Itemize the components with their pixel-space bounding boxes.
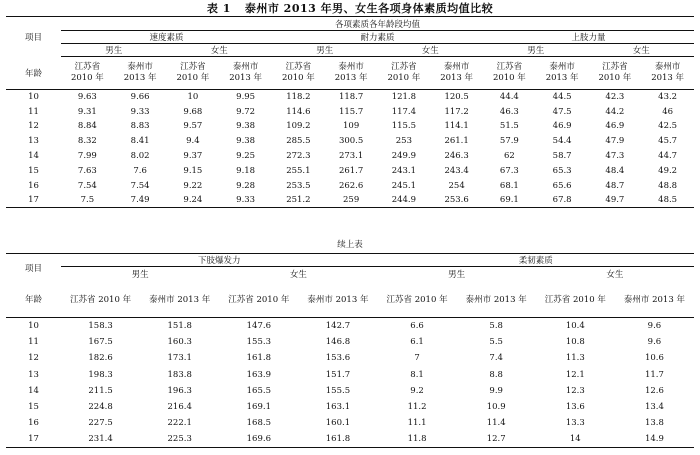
source-year: 2010 年 bbox=[70, 73, 104, 83]
header-row-source bbox=[6, 57, 694, 90]
value-cell: 244.9 bbox=[378, 193, 431, 208]
value-cell: 45.7 bbox=[658, 136, 678, 147]
value-cell: 9.22 bbox=[183, 180, 203, 191]
value-cell: 46.9 bbox=[552, 121, 572, 132]
sex-header: 男生 bbox=[448, 270, 466, 281]
value-cell: 9.63 bbox=[77, 92, 97, 103]
age-cell: 14 bbox=[28, 385, 39, 396]
age-cell: 12 bbox=[28, 121, 39, 132]
value-cell: 259 bbox=[325, 193, 378, 208]
age-cell: 16 bbox=[28, 180, 39, 191]
value-cell: 160.3 bbox=[167, 336, 192, 347]
value-cell: 11.1 bbox=[407, 418, 427, 429]
value-cell: 48.5 bbox=[641, 193, 694, 208]
header-row-sex bbox=[6, 44, 694, 57]
value-cell: 118.7 bbox=[338, 92, 364, 103]
sex-header: 女生 bbox=[289, 270, 307, 281]
value-cell: 9.33 bbox=[130, 106, 150, 117]
source-header: 江苏省 2010 年 bbox=[61, 282, 140, 318]
value-cell: 7.5 bbox=[61, 193, 114, 208]
age-cell: 17 bbox=[6, 193, 61, 208]
value-cell: 146.8 bbox=[325, 336, 351, 347]
value-cell: 109.2 bbox=[286, 121, 311, 132]
table-caption: 泰州市 2013 年男、女生各项身体素质均值比较 bbox=[244, 2, 494, 15]
value-cell: 9.57 bbox=[183, 121, 203, 132]
source-region: 泰州市 bbox=[127, 62, 153, 72]
value-cell: 14.9 bbox=[615, 432, 694, 448]
value-cell: 12.3 bbox=[565, 385, 585, 396]
value-cell: 216.4 bbox=[167, 402, 192, 413]
value-cell: 300.5 bbox=[338, 136, 364, 147]
value-cell: 173.1 bbox=[167, 353, 192, 364]
value-cell: 151.7 bbox=[325, 369, 351, 380]
value-cell: 42.3 bbox=[605, 92, 625, 103]
value-cell: 67.8 bbox=[536, 193, 589, 208]
value-cell: 261.7 bbox=[338, 165, 364, 176]
value-cell: 7.99 bbox=[77, 151, 97, 162]
value-cell: 13.4 bbox=[644, 402, 664, 413]
value-cell: 117.2 bbox=[444, 106, 469, 117]
table-row bbox=[6, 399, 694, 415]
value-cell: 47.5 bbox=[552, 106, 572, 117]
value-cell: 115.7 bbox=[338, 106, 364, 117]
value-cell: 46.3 bbox=[499, 106, 519, 117]
age-cell: 14 bbox=[28, 151, 39, 162]
value-cell: 12.6 bbox=[644, 385, 664, 396]
value-cell: 47.9 bbox=[605, 136, 625, 147]
value-cell: 44.4 bbox=[499, 92, 519, 103]
value-cell: 8.84 bbox=[77, 121, 97, 132]
value-cell: 8.02 bbox=[130, 151, 150, 162]
source-header bbox=[536, 57, 589, 90]
value-cell: 114.1 bbox=[444, 121, 469, 132]
source-year: 2013 年 bbox=[334, 73, 368, 83]
source-header bbox=[430, 57, 483, 90]
header-row-quality bbox=[6, 31, 694, 44]
value-cell: 109 bbox=[343, 121, 360, 132]
source-year: 2010 年 bbox=[281, 73, 315, 83]
age-cell: 12 bbox=[28, 353, 39, 364]
value-cell: 168.5 bbox=[246, 418, 271, 429]
value-cell: 9.15 bbox=[183, 165, 203, 176]
value-cell: 254 bbox=[448, 180, 465, 191]
age-cell: 13 bbox=[28, 136, 39, 147]
table-row bbox=[6, 383, 694, 399]
value-cell: 255.1 bbox=[286, 165, 311, 176]
continued-label: 续上表 bbox=[337, 240, 363, 250]
value-cell: 182.6 bbox=[88, 353, 113, 364]
header-row-quality bbox=[6, 254, 694, 267]
sex-header: 女生 bbox=[606, 270, 624, 281]
value-cell: 48.7 bbox=[605, 180, 625, 191]
value-cell: 11.8 bbox=[378, 432, 457, 448]
value-cell: 262.6 bbox=[338, 180, 364, 191]
source-header bbox=[114, 57, 167, 90]
value-cell: 8.8 bbox=[489, 369, 503, 380]
value-cell: 249.9 bbox=[391, 151, 417, 162]
value-cell: 11.3 bbox=[565, 353, 585, 364]
age-cell: 10 bbox=[28, 320, 39, 331]
source-header: 泰州市 2013 年 bbox=[457, 282, 536, 318]
sex-header: 男生 bbox=[483, 44, 589, 57]
value-cell: 9.28 bbox=[236, 180, 256, 191]
value-cell: 58.7 bbox=[552, 151, 572, 162]
value-cell: 8.41 bbox=[130, 136, 150, 147]
age-cell: 11 bbox=[28, 336, 39, 347]
value-cell: 49.2 bbox=[658, 165, 678, 176]
age-cell: 15 bbox=[28, 165, 39, 176]
sex-header: 男生 bbox=[272, 44, 378, 57]
value-cell: 231.4 bbox=[61, 432, 140, 448]
value-cell: 245.1 bbox=[391, 180, 417, 191]
source-region: 江苏省 bbox=[285, 62, 312, 72]
item-header: 项目 bbox=[6, 17, 61, 57]
table-title bbox=[0, 0, 700, 16]
source-header bbox=[325, 57, 378, 90]
value-cell: 198.3 bbox=[88, 369, 113, 380]
value-cell: 196.3 bbox=[167, 385, 192, 396]
quality-header: 柔韧素质 bbox=[378, 254, 695, 267]
source-header bbox=[167, 57, 220, 90]
value-cell: 251.2 bbox=[272, 193, 325, 208]
source-year: 2013 年 bbox=[545, 73, 579, 83]
value-cell: 9.72 bbox=[236, 106, 256, 117]
value-cell: 169.1 bbox=[246, 402, 271, 413]
header-row-source bbox=[6, 282, 694, 318]
value-cell: 114.6 bbox=[286, 106, 311, 117]
value-cell: 10.9 bbox=[486, 402, 506, 413]
source-year: 2013 年 bbox=[123, 73, 157, 83]
value-cell: 9.24 bbox=[167, 193, 220, 208]
value-cell: 6.6 bbox=[410, 320, 424, 331]
value-cell: 10.4 bbox=[565, 320, 585, 331]
source-region: 江苏省 bbox=[180, 62, 206, 72]
source-region: 江苏省 bbox=[496, 62, 523, 72]
value-cell: 10.8 bbox=[565, 336, 585, 347]
source-region: 泰州市 bbox=[549, 62, 575, 72]
table-1 bbox=[6, 16, 694, 208]
age-cell: 11 bbox=[28, 106, 39, 117]
table-number: 表 1 bbox=[206, 2, 231, 15]
item-header: 项目 bbox=[6, 254, 61, 282]
value-cell: 163.9 bbox=[246, 369, 271, 380]
value-cell: 5.5 bbox=[489, 336, 503, 347]
value-cell: 6.1 bbox=[410, 336, 424, 347]
value-cell: 43.2 bbox=[658, 92, 678, 103]
value-cell: 48.8 bbox=[658, 180, 678, 191]
source-year: 2010 年 bbox=[176, 73, 210, 83]
value-cell: 273.1 bbox=[338, 151, 364, 162]
source-header bbox=[272, 57, 325, 90]
value-cell: 225.3 bbox=[140, 432, 219, 448]
value-cell: 183.8 bbox=[167, 369, 192, 380]
source-header: 江苏省 2010 年 bbox=[536, 282, 615, 318]
value-cell: 117.4 bbox=[391, 106, 417, 117]
value-cell: 9.18 bbox=[236, 165, 256, 176]
table-row bbox=[6, 432, 694, 448]
table-row bbox=[6, 178, 694, 193]
value-cell: 7.49 bbox=[114, 193, 167, 208]
value-cell: 8.32 bbox=[77, 136, 97, 147]
value-cell: 7 bbox=[414, 353, 420, 364]
age-cell: 13 bbox=[28, 369, 39, 380]
value-cell: 7.6 bbox=[133, 165, 147, 176]
source-year: 2013 年 bbox=[440, 73, 474, 83]
value-cell: 121.8 bbox=[391, 92, 417, 103]
source-header bbox=[589, 57, 642, 90]
value-cell: 13.3 bbox=[565, 418, 585, 429]
value-cell: 246.3 bbox=[444, 151, 469, 162]
value-cell: 155.3 bbox=[246, 336, 271, 347]
source-header: 江苏省 2010 年 bbox=[378, 282, 457, 318]
value-cell: 243.4 bbox=[444, 165, 469, 176]
value-cell: 161.8 bbox=[246, 353, 271, 364]
source-region: 泰州市 bbox=[338, 62, 364, 72]
value-cell: 9.38 bbox=[236, 121, 256, 132]
age-cell: 17 bbox=[6, 432, 61, 448]
table-row bbox=[6, 318, 694, 334]
source-year: 2010 年 bbox=[492, 73, 526, 83]
value-cell: 115.5 bbox=[391, 121, 417, 132]
value-cell: 54.4 bbox=[552, 136, 572, 147]
value-cell: 151.8 bbox=[167, 320, 192, 331]
age-cell: 15 bbox=[28, 402, 39, 413]
quality-header: 下肢爆发力 bbox=[61, 254, 378, 267]
value-cell: 9.25 bbox=[236, 151, 256, 162]
quality-header: 耐力素质 bbox=[272, 31, 483, 44]
source-header bbox=[219, 57, 272, 90]
value-cell: 253.5 bbox=[286, 180, 311, 191]
value-cell: 49.7 bbox=[589, 193, 642, 208]
sex-header: 女生 bbox=[589, 44, 695, 57]
source-header bbox=[378, 57, 431, 90]
value-cell: 11.7 bbox=[644, 369, 664, 380]
value-cell: 163.1 bbox=[325, 402, 351, 413]
value-cell: 14 bbox=[536, 432, 615, 448]
sex-header: 男生 bbox=[131, 270, 149, 281]
value-cell: 147.6 bbox=[246, 320, 271, 331]
age-cell: 10 bbox=[28, 92, 39, 103]
value-cell: 9.6 bbox=[647, 336, 662, 347]
table-1-continued bbox=[6, 253, 694, 448]
table-row bbox=[6, 104, 694, 119]
quality-header: 上肢力量 bbox=[483, 31, 694, 44]
value-cell: 211.5 bbox=[88, 385, 113, 396]
value-cell: 65.3 bbox=[552, 165, 572, 176]
value-cell: 7.4 bbox=[489, 353, 503, 364]
value-cell: 227.5 bbox=[88, 418, 113, 429]
source-header: 江苏省 2010 年 bbox=[219, 282, 298, 318]
source-region: 江苏省 bbox=[74, 62, 101, 72]
sex-header: 男生 bbox=[61, 44, 167, 57]
value-cell: 9.68 bbox=[183, 106, 203, 117]
age-header: 年龄 bbox=[6, 282, 61, 318]
value-cell: 9.2 bbox=[410, 385, 424, 396]
value-cell: 165.5 bbox=[246, 385, 271, 396]
value-cell: 167.5 bbox=[88, 336, 113, 347]
value-cell: 7.54 bbox=[130, 180, 150, 191]
table-row bbox=[6, 149, 694, 164]
source-year: 2013 年 bbox=[651, 73, 685, 83]
value-cell: 44.5 bbox=[552, 92, 572, 103]
value-cell: 8.83 bbox=[130, 121, 150, 132]
source-year: 2013 年 bbox=[229, 73, 263, 83]
value-cell: 161.8 bbox=[298, 432, 377, 448]
source-header bbox=[641, 57, 694, 90]
value-cell: 12.1 bbox=[565, 369, 585, 380]
table-row bbox=[6, 163, 694, 178]
value-cell: 155.5 bbox=[325, 385, 351, 396]
table-row bbox=[6, 415, 694, 431]
value-cell: 68.1 bbox=[499, 180, 519, 191]
value-cell: 243.1 bbox=[391, 165, 417, 176]
value-cell: 8.1 bbox=[410, 369, 424, 380]
value-cell: 44.2 bbox=[605, 106, 625, 117]
sex-header: 女生 bbox=[167, 44, 273, 57]
value-cell: 9.33 bbox=[219, 193, 272, 208]
source-region: 泰州市 bbox=[232, 62, 259, 72]
table-row bbox=[6, 134, 694, 149]
value-cell: 169.6 bbox=[219, 432, 298, 448]
value-cell: 11.4 bbox=[486, 418, 506, 429]
value-cell: 67.3 bbox=[499, 165, 519, 176]
value-cell: 9.95 bbox=[236, 92, 256, 103]
source-header: 泰州市 2013 年 bbox=[615, 282, 694, 318]
group-header: 各项素质各年龄段均值 bbox=[61, 17, 694, 31]
value-cell: 57.9 bbox=[499, 136, 519, 147]
value-cell: 261.1 bbox=[444, 136, 469, 147]
source-year: 2010 年 bbox=[598, 73, 632, 83]
value-cell: 285.5 bbox=[286, 136, 311, 147]
value-cell: 7.54 bbox=[77, 180, 97, 191]
source-header bbox=[483, 57, 536, 90]
age-cell: 16 bbox=[28, 418, 39, 429]
table-row bbox=[6, 334, 694, 350]
value-cell: 272.3 bbox=[286, 151, 311, 162]
value-cell: 46 bbox=[662, 106, 674, 117]
header-row-1 bbox=[6, 17, 694, 31]
table-row bbox=[6, 366, 694, 382]
value-cell: 153.6 bbox=[325, 353, 351, 364]
value-cell: 142.7 bbox=[325, 320, 351, 331]
value-cell: 42.5 bbox=[658, 121, 678, 132]
value-cell: 69.1 bbox=[483, 193, 536, 208]
value-cell: 12.7 bbox=[457, 432, 536, 448]
value-cell: 9.37 bbox=[183, 151, 203, 162]
value-cell: 44.7 bbox=[658, 151, 678, 162]
source-header: 泰州市 2013 年 bbox=[140, 282, 219, 318]
value-cell: 62 bbox=[503, 151, 515, 162]
source-region: 江苏省 bbox=[602, 62, 628, 72]
value-cell: 10.6 bbox=[644, 353, 664, 364]
value-cell: 7.63 bbox=[77, 165, 97, 176]
table-row bbox=[6, 193, 694, 208]
source-header: 泰州市 2013 年 bbox=[298, 282, 377, 318]
value-cell: 9.38 bbox=[236, 136, 256, 147]
value-cell: 118.2 bbox=[286, 92, 311, 103]
table-row bbox=[6, 350, 694, 366]
value-cell: 13.6 bbox=[565, 402, 585, 413]
value-cell: 11.2 bbox=[407, 402, 427, 413]
age-header: 年龄 bbox=[6, 57, 61, 90]
value-cell: 9.66 bbox=[130, 92, 150, 103]
value-cell: 253.6 bbox=[430, 193, 483, 208]
value-cell: 160.1 bbox=[325, 418, 351, 429]
sex-header: 女生 bbox=[378, 44, 484, 57]
table-row bbox=[6, 90, 694, 105]
value-cell: 47.3 bbox=[605, 151, 625, 162]
value-cell: 9.6 bbox=[647, 320, 662, 331]
value-cell: 13.8 bbox=[644, 418, 664, 429]
value-cell: 9.9 bbox=[489, 385, 503, 396]
value-cell: 51.5 bbox=[499, 121, 519, 132]
value-cell: 9.4 bbox=[186, 136, 200, 147]
source-region: 江苏省 bbox=[391, 62, 417, 72]
source-header bbox=[61, 57, 114, 90]
value-cell: 222.1 bbox=[167, 418, 192, 429]
value-cell: 10 bbox=[187, 92, 199, 103]
value-cell: 224.8 bbox=[88, 402, 113, 413]
source-year: 2010 年 bbox=[387, 73, 421, 83]
value-cell: 5.8 bbox=[489, 320, 503, 331]
header-row-sex bbox=[6, 267, 694, 282]
value-cell: 9.31 bbox=[77, 106, 97, 117]
table-row bbox=[6, 119, 694, 134]
value-cell: 65.6 bbox=[552, 180, 572, 191]
quality-header: 速度素质 bbox=[61, 31, 272, 44]
value-cell: 46.9 bbox=[605, 121, 625, 132]
source-region: 泰州市 bbox=[443, 62, 470, 72]
value-cell: 48.4 bbox=[605, 165, 625, 176]
source-region: 泰州市 bbox=[654, 62, 681, 72]
value-cell: 120.5 bbox=[444, 92, 469, 103]
value-cell: 158.3 bbox=[88, 320, 113, 331]
value-cell: 253 bbox=[395, 136, 412, 147]
